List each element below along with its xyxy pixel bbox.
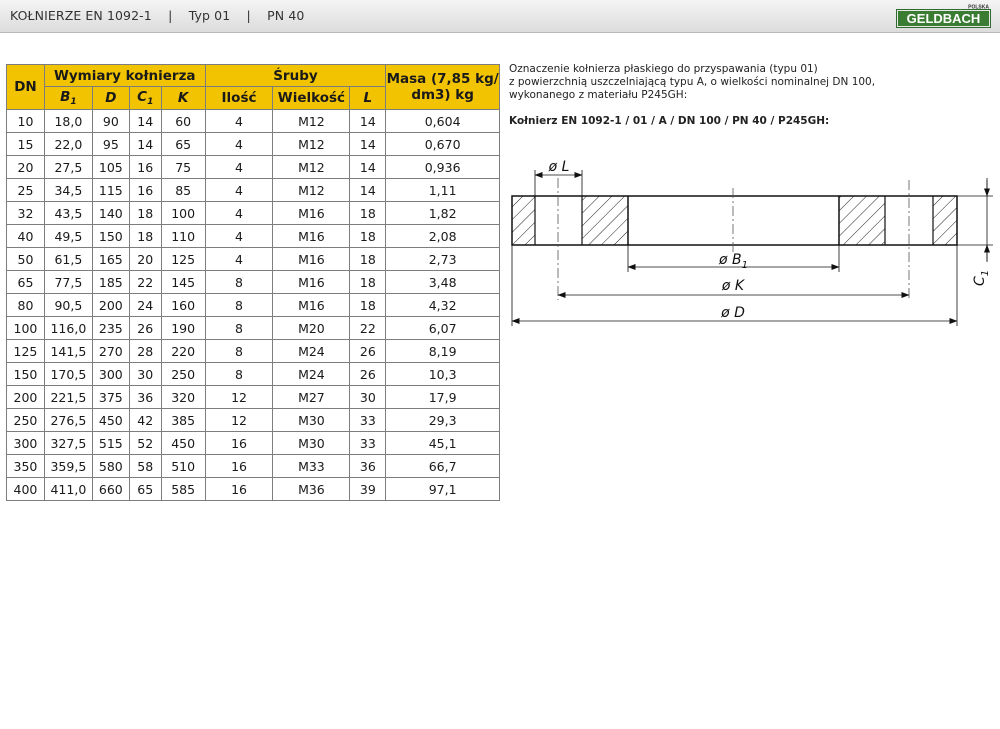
cell-b1: 221,5 — [44, 386, 92, 409]
cell-bolt-length: 26 — [350, 340, 386, 363]
section-hatch-right-inner — [839, 196, 885, 245]
flange-type: Typ 01 — [188, 8, 231, 23]
table-row — [7, 110, 500, 133]
cell-bolt-qty: 8 — [205, 271, 273, 294]
cell-bolt-length: 30 — [350, 386, 386, 409]
cell-mass: 29,3 — [386, 409, 500, 432]
col-bolt-size: Wielkość — [273, 87, 350, 110]
cell-b1: 27,5 — [44, 156, 92, 179]
col-k: K — [161, 87, 205, 110]
cell-bolt-length: 39 — [350, 478, 386, 501]
cell-dn: 25 — [7, 179, 45, 202]
cell-bolt-size: M16 — [273, 248, 350, 271]
cell-dn: 20 — [7, 156, 45, 179]
table-row — [7, 409, 500, 432]
cell-bolt-qty: 8 — [205, 317, 273, 340]
cell-dn: 300 — [7, 432, 45, 455]
cell-mass: 4,32 — [386, 294, 500, 317]
pressure-class: PN 40 — [267, 8, 305, 23]
col-bolt-length: L — [350, 87, 386, 110]
cell-bolt-qty: 4 — [205, 133, 273, 156]
title-separator: | — [246, 8, 251, 23]
cell-c1: 18 — [129, 202, 161, 225]
cell-b1: 276,5 — [44, 409, 92, 432]
title-separator: | — [168, 8, 173, 23]
logo-text: GELDBACH — [906, 11, 981, 26]
cell-c1: 14 — [129, 110, 161, 133]
cell-bolt-length: 14 — [350, 179, 386, 202]
cell-dn: 40 — [7, 225, 45, 248]
cell-dn: 125 — [7, 340, 45, 363]
section-hatch-left-outer — [512, 196, 535, 245]
product-name: KOŁNIERZE EN 1092-1 — [10, 8, 152, 23]
col-dn: DN — [7, 65, 45, 110]
cell-bolt-length: 18 — [350, 248, 386, 271]
cell-mass: 45,1 — [386, 432, 500, 455]
cell-c1: 16 — [129, 156, 161, 179]
cell-k: 250 — [161, 363, 205, 386]
table-row — [7, 478, 500, 501]
cell-k: 145 — [161, 271, 205, 294]
cell-bolt-qty: 4 — [205, 179, 273, 202]
cell-d: 200 — [92, 294, 129, 317]
cell-d: 165 — [92, 248, 129, 271]
cell-c1: 28 — [129, 340, 161, 363]
cell-k: 85 — [161, 179, 205, 202]
note-line: z powierzchnią uszczelniającą typu A, o wielkości nominalnej DN 100, — [509, 76, 876, 88]
cell-b1: 327,5 — [44, 432, 92, 455]
cell-c1: 65 — [129, 478, 161, 501]
cell-bolt-qty: 4 — [205, 110, 273, 133]
table-row — [7, 340, 500, 363]
cell-bolt-length: 18 — [350, 271, 386, 294]
cell-b1: 34,5 — [44, 179, 92, 202]
cell-dn: 15 — [7, 133, 45, 156]
group-bolts: Śruby — [205, 65, 386, 87]
cell-b1: 170,5 — [44, 363, 92, 386]
cell-mass: 0,936 — [386, 156, 500, 179]
cell-dn: 80 — [7, 294, 45, 317]
cell-d: 580 — [92, 455, 129, 478]
label-b1: ø $B_1$ — [719, 252, 748, 271]
cell-k: 385 — [161, 409, 205, 432]
cell-dn: 350 — [7, 455, 45, 478]
cell-c1: 20 — [129, 248, 161, 271]
table-row — [7, 432, 500, 455]
cell-c1: 42 — [129, 409, 161, 432]
cell-bolt-size: M12 — [273, 179, 350, 202]
cell-k: 160 — [161, 294, 205, 317]
table-row — [7, 455, 500, 478]
cell-bolt-size: M16 — [273, 271, 350, 294]
cell-bolt-size: M16 — [273, 294, 350, 317]
cell-d: 515 — [92, 432, 129, 455]
cell-bolt-length: 33 — [350, 432, 386, 455]
cell-k: 585 — [161, 478, 205, 501]
cell-bolt-size: M27 — [273, 386, 350, 409]
cell-bolt-size: M16 — [273, 202, 350, 225]
cell-d: 115 — [92, 179, 129, 202]
cell-d: 300 — [92, 363, 129, 386]
cell-k: 75 — [161, 156, 205, 179]
table-row — [7, 363, 500, 386]
flange-cross-section-drawing — [505, 150, 995, 330]
group-flange-dimensions: Wymiary kołnierza — [44, 65, 205, 87]
cell-bolt-qty: 16 — [205, 432, 273, 455]
col-c1: $C_1$ — [129, 87, 161, 110]
cell-d: 660 — [92, 478, 129, 501]
cell-d: 450 — [92, 409, 129, 432]
cell-bolt-length: 14 — [350, 133, 386, 156]
table-row — [7, 294, 500, 317]
cell-dn: 400 — [7, 478, 45, 501]
cell-dn: 250 — [7, 409, 45, 432]
label-k: ø K — [721, 278, 745, 294]
cell-k: 450 — [161, 432, 205, 455]
cell-bolt-length: 18 — [350, 294, 386, 317]
cell-bolt-length: 26 — [350, 363, 386, 386]
col-mass: Masa (7,85 kg/ dm3) kg — [386, 65, 500, 110]
cell-bolt-qty: 8 — [205, 363, 273, 386]
cell-c1: 18 — [129, 225, 161, 248]
cell-dn: 10 — [7, 110, 45, 133]
note-line: wykonanego z materiału P245GH: — [509, 89, 688, 101]
cell-mass: 3,48 — [386, 271, 500, 294]
cell-bolt-length: 14 — [350, 110, 386, 133]
cell-dn: 100 — [7, 317, 45, 340]
cell-bolt-size: M12 — [273, 156, 350, 179]
top-bar — [0, 0, 1000, 33]
cell-c1: 58 — [129, 455, 161, 478]
table-row — [7, 386, 500, 409]
cell-dn: 50 — [7, 248, 45, 271]
cell-d: 105 — [92, 156, 129, 179]
label-d: ø D — [721, 305, 745, 321]
table-body — [7, 110, 500, 501]
cell-dn: 200 — [7, 386, 45, 409]
cell-c1: 22 — [129, 271, 161, 294]
cell-d: 270 — [92, 340, 129, 363]
cell-bolt-qty: 16 — [205, 478, 273, 501]
col-bolt-qty: Ilość — [205, 87, 273, 110]
table-row — [7, 248, 500, 271]
cell-c1: 36 — [129, 386, 161, 409]
cell-d: 150 — [92, 225, 129, 248]
cell-d: 185 — [92, 271, 129, 294]
cell-d: 375 — [92, 386, 129, 409]
cell-b1: 411,0 — [44, 478, 92, 501]
designation-note — [509, 63, 989, 128]
designation-code: Kołnierz EN 1092-1 / 01 / A / DN 100 / PN 40 / P245GH: — [509, 115, 830, 127]
cell-k: 320 — [161, 386, 205, 409]
cell-k: 60 — [161, 110, 205, 133]
cell-mass: 0,670 — [386, 133, 500, 156]
cell-k: 125 — [161, 248, 205, 271]
cell-k: 190 — [161, 317, 205, 340]
cell-bolt-qty: 8 — [205, 294, 273, 317]
table-row — [7, 133, 500, 156]
cell-bolt-size: M33 — [273, 455, 350, 478]
cell-bolt-size: M16 — [273, 225, 350, 248]
logo-subtext: POLSKA — [968, 4, 989, 11]
cell-bolt-qty: 16 — [205, 455, 273, 478]
table-row — [7, 156, 500, 179]
cell-mass: 0,604 — [386, 110, 500, 133]
cell-bolt-qty: 4 — [205, 156, 273, 179]
table-row — [7, 317, 500, 340]
cell-k: 65 — [161, 133, 205, 156]
cell-k: 100 — [161, 202, 205, 225]
cell-mass: 97,1 — [386, 478, 500, 501]
cell-b1: 90,5 — [44, 294, 92, 317]
cell-bolt-size: M24 — [273, 340, 350, 363]
section-hatch-right-outer — [933, 196, 957, 245]
cell-c1: 16 — [129, 179, 161, 202]
cell-bolt-qty: 8 — [205, 340, 273, 363]
cell-bolt-qty: 4 — [205, 248, 273, 271]
cell-bolt-qty: 4 — [205, 225, 273, 248]
cell-bolt-size: M36 — [273, 478, 350, 501]
cell-mass: 10,3 — [386, 363, 500, 386]
cell-bolt-size: M20 — [273, 317, 350, 340]
cell-mass: 17,9 — [386, 386, 500, 409]
cell-k: 110 — [161, 225, 205, 248]
cell-bolt-size: M12 — [273, 110, 350, 133]
cell-b1: 141,5 — [44, 340, 92, 363]
cell-d: 235 — [92, 317, 129, 340]
cell-mass: 2,08 — [386, 225, 500, 248]
cell-bolt-length: 22 — [350, 317, 386, 340]
cell-bolt-size: M12 — [273, 133, 350, 156]
cell-mass: 1,11 — [386, 179, 500, 202]
cell-dn: 150 — [7, 363, 45, 386]
geldbach-logo — [896, 4, 992, 28]
cell-b1: 18,0 — [44, 110, 92, 133]
col-d: D — [92, 87, 129, 110]
cell-mass: 6,07 — [386, 317, 500, 340]
cell-b1: 77,5 — [44, 271, 92, 294]
cell-mass: 2,73 — [386, 248, 500, 271]
cell-bolt-length: 33 — [350, 409, 386, 432]
cell-mass: 1,82 — [386, 202, 500, 225]
cell-b1: 359,5 — [44, 455, 92, 478]
cell-bolt-length: 18 — [350, 225, 386, 248]
cell-mass: 66,7 — [386, 455, 500, 478]
col-b1: $B_1$ — [44, 87, 92, 110]
cell-bolt-qty: 4 — [205, 202, 273, 225]
cell-k: 220 — [161, 340, 205, 363]
cell-d: 90 — [92, 110, 129, 133]
cell-b1: 43,5 — [44, 202, 92, 225]
cell-dn: 65 — [7, 271, 45, 294]
cell-bolt-size: M30 — [273, 432, 350, 455]
table-row — [7, 225, 500, 248]
cell-b1: 49,5 — [44, 225, 92, 248]
cell-c1: 26 — [129, 317, 161, 340]
cell-d: 140 — [92, 202, 129, 225]
cell-bolt-qty: 12 — [205, 386, 273, 409]
page-title — [10, 8, 304, 23]
cell-dn: 32 — [7, 202, 45, 225]
table-row — [7, 271, 500, 294]
section-hatch-left-inner — [582, 196, 628, 245]
cell-b1: 22,0 — [44, 133, 92, 156]
cell-c1: 30 — [129, 363, 161, 386]
cell-bolt-length: 36 — [350, 455, 386, 478]
flange-dimensions-table — [6, 64, 500, 501]
flange-outline — [512, 196, 957, 245]
cell-c1: 14 — [129, 133, 161, 156]
cell-b1: 116,0 — [44, 317, 92, 340]
table-row — [7, 202, 500, 225]
label-l: ø L — [548, 159, 570, 175]
note-line: Oznaczenie kołnierza płaskiego do przyspawania (typu 01) — [509, 63, 818, 75]
table-row — [7, 179, 500, 202]
cell-c1: 52 — [129, 432, 161, 455]
cell-bolt-length: 14 — [350, 156, 386, 179]
cell-b1: 61,5 — [44, 248, 92, 271]
cell-d: 95 — [92, 133, 129, 156]
cell-bolt-size: M30 — [273, 409, 350, 432]
cell-k: 510 — [161, 455, 205, 478]
label-c1: $C_1$ — [972, 269, 991, 286]
cell-bolt-size: M24 — [273, 363, 350, 386]
cell-c1: 24 — [129, 294, 161, 317]
cell-bolt-qty: 12 — [205, 409, 273, 432]
cell-bolt-length: 18 — [350, 202, 386, 225]
cell-mass: 8,19 — [386, 340, 500, 363]
